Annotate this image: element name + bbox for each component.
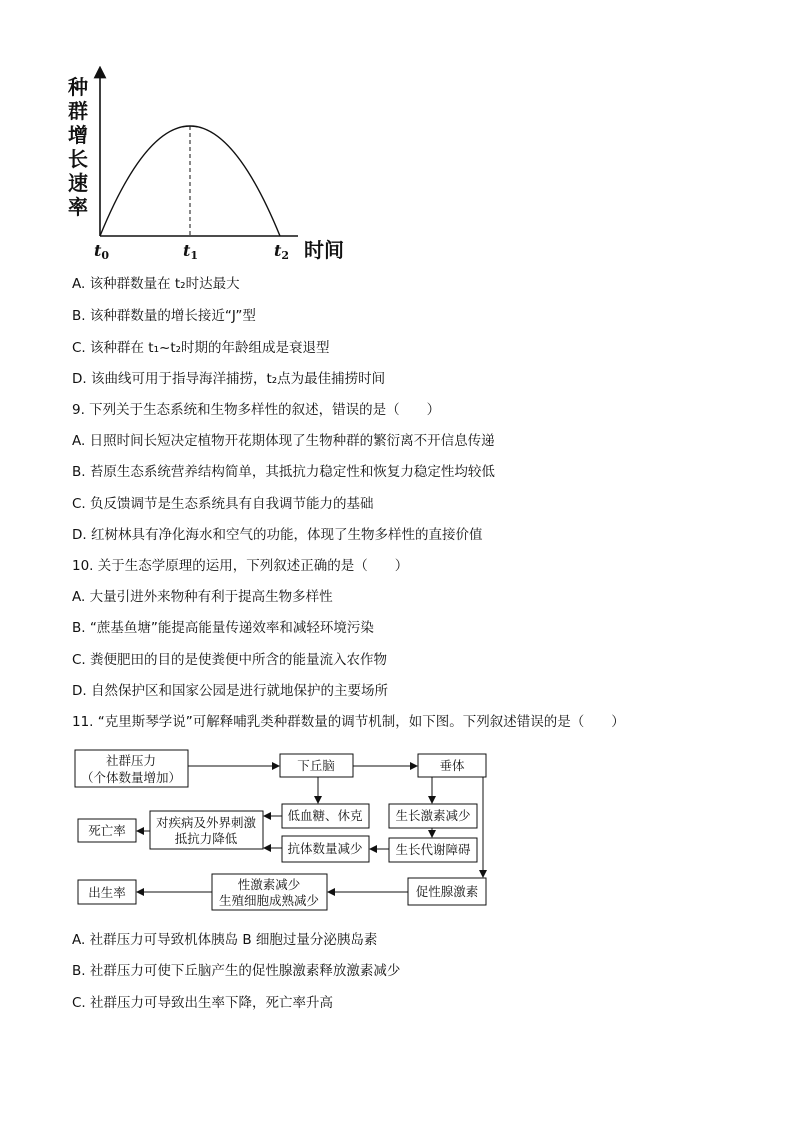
y-axis-label	[67, 75, 88, 219]
label-resistance-sub: 抵抗力降低	[174, 831, 238, 846]
q10-stem: 10. 关于生态学原理的运用，下列叙述正确的是（ ）	[72, 558, 409, 574]
q9-option-c: C. 负反馈调节是生态系统具有自我调节能力的基础	[72, 496, 374, 512]
y-label-char: 率	[68, 195, 88, 219]
q9-option-d: D. 红树林具有净化海水和空气的功能，体现了生物多样性的直接价值	[72, 527, 483, 543]
label-hypoglycemia: 低血糖、休克	[287, 808, 363, 823]
y-label-char: 增	[68, 123, 88, 147]
label-gonadotropin: 促性腺激素	[415, 884, 479, 899]
label-hypothalamus: 下丘脑	[297, 758, 335, 773]
growth-rate-graph	[66, 66, 366, 266]
y-label-char: 群	[68, 99, 88, 123]
label-resistance: 对疾病及外界刺激	[155, 815, 257, 830]
q11-option-c: C. 社群压力可导致出生率下降，死亡率升高	[72, 995, 334, 1011]
tick-label-t0: t0	[94, 241, 110, 262]
q9-option-b: B. 苔原生态系统营养结构简单，其抵抗力稳定性和恢复力稳定性均较低	[72, 464, 495, 480]
label-social-pressure: 社群压力	[105, 753, 157, 768]
y-label-char: 长	[68, 147, 88, 171]
q11-option-b: B. 社群压力可使下丘脑产生的促性腺激素释放激素减少	[72, 963, 401, 979]
q9-option-a: A. 日照时间长短决定植物开花期体现了生物种群的繁衍离不开信息传递	[72, 433, 495, 449]
label-birth-rate: 出生率	[88, 885, 126, 900]
q10-option-a: A. 大量引进外来物种有利于提高生物多样性	[72, 589, 333, 605]
label-death-rate: 死亡率	[88, 823, 126, 838]
label-sex-hormone: 性激素减少	[237, 877, 301, 892]
label-social-pressure-sub: （个体数量增加）	[80, 770, 182, 785]
q8-option-a: A. 该种群数量在 t₂时达最大	[72, 276, 240, 292]
q11-option-a: A. 社群压力可导致机体胰岛 B 细胞过量分泌胰岛素	[72, 932, 378, 948]
label-gh-decrease: 生长激素减少	[395, 808, 471, 823]
q10-option-d: D. 自然保护区和国家公园是进行就地保护的主要场所	[72, 683, 388, 699]
label-sex-hormone-sub: 生殖细胞成熟减少	[218, 893, 320, 908]
q8-option-b: B. 该种群数量的增长接近“J”型	[72, 308, 256, 324]
regulation-flow-diagram	[70, 748, 500, 918]
x-axis-label: 时间	[304, 238, 344, 262]
label-pituitary: 垂体	[439, 758, 465, 773]
q11-stem: 11. “克里斯琴学说”可解释哺乳类种群数量的调节机制，如下图。下列叙述错误的是（ ）	[72, 714, 625, 730]
label-metabolism: 生长代谢障碍	[395, 842, 471, 857]
q10-option-b: B. “蔗基鱼塘”能提高能量传递效率和减轻环境污染	[72, 620, 374, 636]
q8-option-c: C. 该种群在 t₁~t₂时期的年龄组成是衰退型	[72, 340, 330, 356]
q8-option-d: D. 该曲线可用于指导海洋捕捞，t₂点为最佳捕捞时间	[72, 371, 386, 387]
q9-stem: 9. 下列关于生态系统和生物多样性的叙述，错误的是（ ）	[72, 402, 441, 418]
y-label-char: 速	[68, 171, 88, 195]
y-label-char: 种	[68, 75, 88, 99]
tick-label-t1: t1	[183, 241, 199, 262]
label-antibody: 抗体数量减少	[287, 841, 363, 856]
q10-option-c: C. 粪便肥田的目的是使粪便中所含的能量流入农作物	[72, 652, 388, 668]
tick-label-t2: t2	[274, 241, 290, 262]
